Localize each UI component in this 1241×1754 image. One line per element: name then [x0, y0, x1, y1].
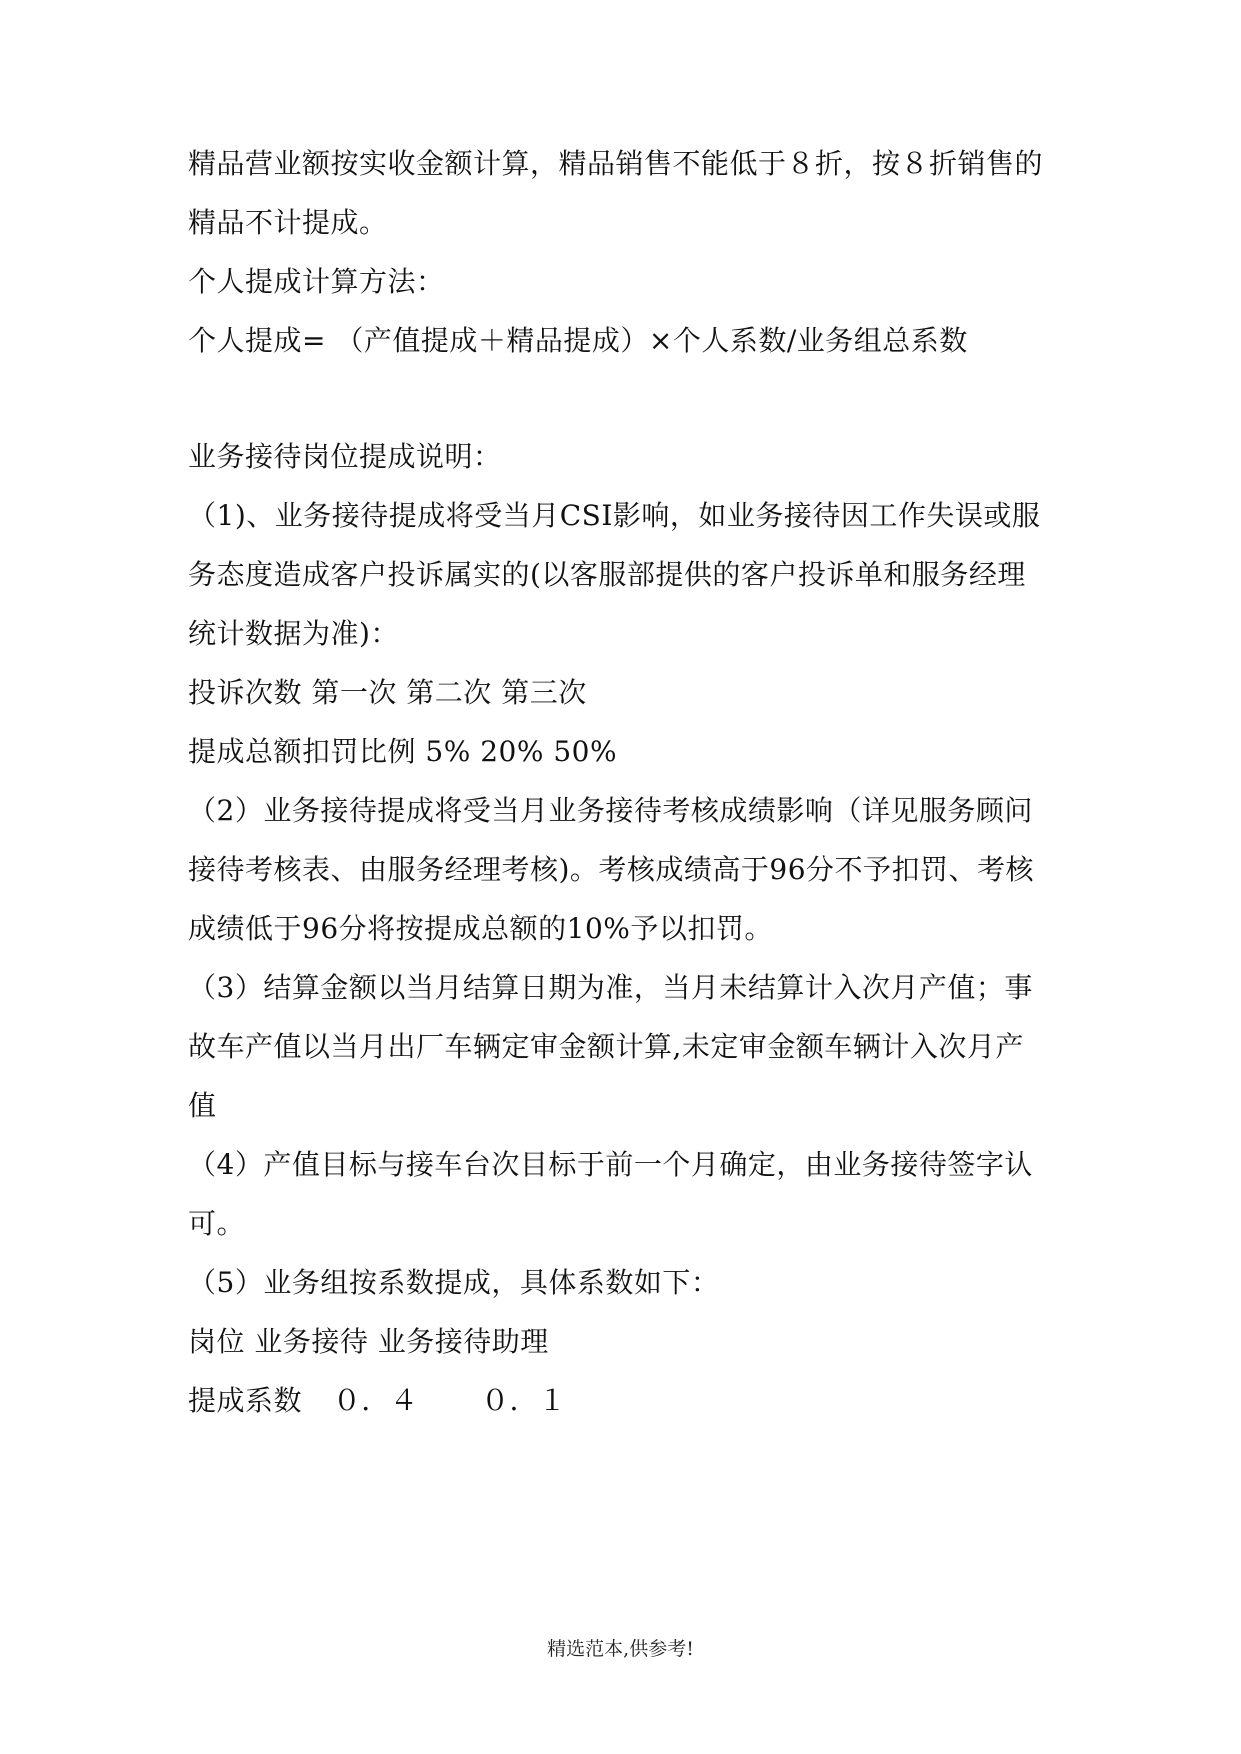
section-heading: 业务接待岗位提成说明：	[188, 440, 502, 473]
paragraph-line: （3）结算金额以当月结算日期为准，当月未结算计入次月产值；事	[188, 971, 1033, 1004]
paragraph-line: 值	[188, 1089, 217, 1122]
paragraph-line: 精品营业额按实收金额计算，精品销售不能低于８折，按８折销售的	[188, 147, 1044, 180]
paragraph-line: 故车产值以当月出厂车辆定审金额计算,未定审金额车辆计入次月产	[188, 1030, 1024, 1063]
paragraph-line: 可。	[188, 1207, 246, 1240]
complaint-count-row: 投诉次数 第一次 第二次 第三次	[188, 676, 587, 709]
formula-line: 个人提成= （产值提成＋精品提成）×个人系数/业务组总系数	[188, 324, 968, 357]
paragraph-line: 统计数据为准)：	[188, 617, 399, 650]
coefficient-row	[188, 1381, 1058, 1421]
coefficient-value-2: ０．１	[481, 1384, 567, 1417]
paragraph-line: 务态度造成客户投诉属实的(以客服部提供的客户投诉单和服务经理	[188, 558, 1026, 591]
position-row: 岗位 业务接待 业务接待助理	[188, 1325, 549, 1358]
coefficient-value-1: ０．４	[332, 1384, 419, 1417]
paragraph-line: 成绩低于96分将按提成总额的10%予以扣罚。	[188, 912, 773, 945]
coefficient-label: 提成系数	[188, 1384, 303, 1417]
deduction-ratio-row: 提成总额扣罚比例 5% 20% 50%	[188, 735, 618, 768]
paragraph-line: （4）产值目标与接车台次目标于前一个月确定，由业务接待签字认	[188, 1148, 1033, 1181]
paragraph-line: （2）业务接待提成将受当月业务接待考核成绩影响（详见服务顾问	[188, 794, 1033, 827]
page-footer: 精选范本,供参考!	[547, 1638, 694, 1660]
paragraph-line: 接待考核表、由服务经理考核)。考核成绩高于96分不予扣罚、考核	[188, 853, 1035, 886]
paragraph-line: 精品不计提成。	[188, 206, 388, 239]
paragraph-line: （5）业务组按系数提成，具体系数如下：	[188, 1266, 720, 1299]
section-heading: 个人提成计算方法：	[188, 265, 445, 298]
paragraph-line: （1)、业务接待提成将受当月CSI影响，如业务接待因工作失误或服	[188, 499, 1041, 532]
